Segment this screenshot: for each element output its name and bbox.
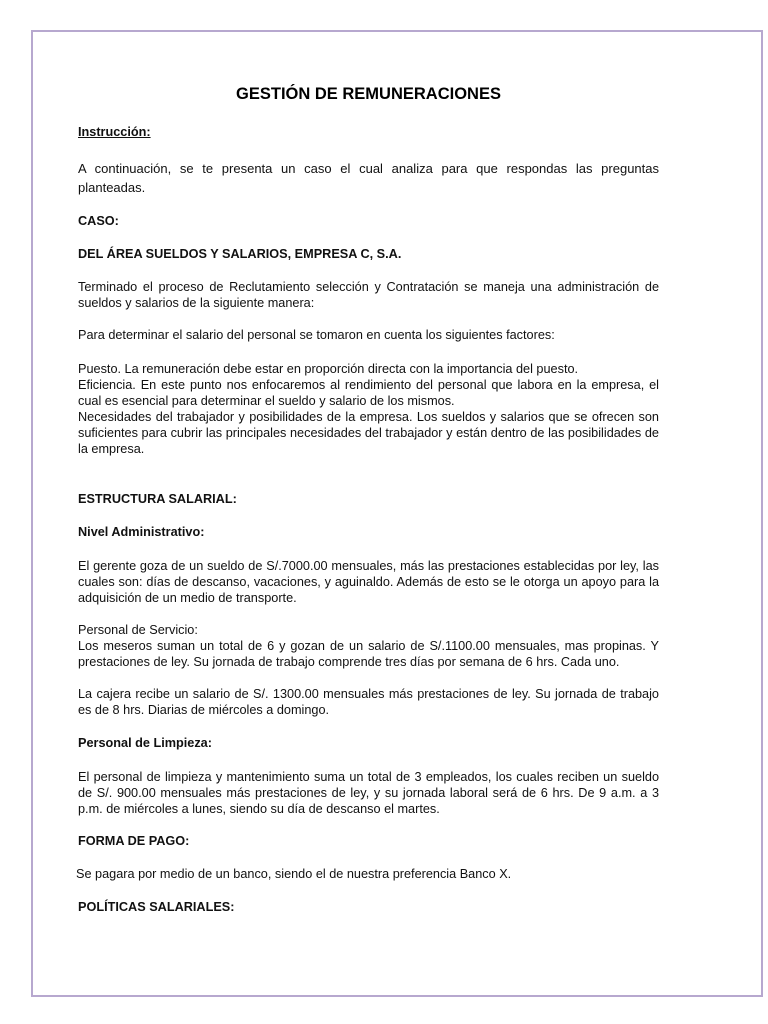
document-title: GESTIÓN DE REMUNERACIONES (236, 85, 501, 103)
policies-heading: POLÍTICAS SALARIALES: (78, 900, 235, 914)
service-text-cajera: La cajera recibe un salario de S/. 1300.00 mensuales más prestaciones de ley. Su jornada de trabajo es de 8 hrs. Diarias de miércoles a domingo. (78, 687, 659, 717)
cleaning-text: El personal de limpieza y mantenimiento suma un total de 3 empleados, los cuales reciben un sueldo de S/. 900.00 mensuales más prestaciones de ley, y su jornada laboral será de 6 hrs. De 9 a.m. a 3 p.m. de miércoles a lunes, siendo su día de descanso el martes. (78, 770, 659, 816)
intro-paragraph: Terminado el proceso de Reclutamiento selección y Contratación se maneja una administración de sueldos y salarios de la siguiente manera: (78, 280, 659, 310)
factors-intro: Para determinar el salario del personal se tomaron en cuenta los siguientes factores: (78, 328, 555, 342)
factor-puesto: Puesto. La remuneración debe estar en proporción directa con la importancia del puesto. (78, 362, 579, 376)
payment-heading: FORMA DE PAGO: (78, 834, 190, 848)
admin-heading: Nivel Administrativo: (78, 525, 205, 539)
service-text-meseros: Los meseros suman un total de 6 y gozan de un salario de S/.1100.00 mensuales, mas propinas. Y prestaciones de ley. Su jornada de trabajo comprende tres días por semana de 6 hrs. Cada uno. (78, 639, 659, 669)
cleaning-heading: Personal de Limpieza: (78, 736, 212, 750)
instruction-text: A continuación, se te presenta un caso el cual analiza para que respondas las preguntas planteadas. (78, 161, 659, 195)
structure-heading: ESTRUCTURA SALARIAL: (78, 492, 237, 506)
area-heading: DEL ÁREA SUELDOS Y SALARIOS, EMPRESA C, S.A. (78, 247, 402, 261)
payment-text: Se pagara por medio de un banco, siendo el de nuestra preferencia Banco X. (76, 867, 512, 881)
case-heading: CASO: (78, 214, 119, 228)
service-heading: Personal de Servicio: (78, 623, 198, 637)
factor-necesidades: Necesidades del trabajador y posibilidades de la empresa. Los sueldos y salarios que se ofrecen son suficientes para cubrir las principales necesidades del trabajador y están dentro de las posibilidades de la empresa. (78, 410, 659, 456)
admin-text: El gerente goza de un sueldo de S/.7000.00 mensuales, más las prestaciones establecidas por ley, las cuales son: días de descanso, vacaciones, y aguinaldo. Además de esto se le otorga un apoyo para la adquisición de un medio de transporte. (78, 559, 659, 605)
instruction-heading: Instrucción: (78, 125, 151, 139)
factor-eficiencia: Eficiencia. En este punto nos enfocaremos al rendimiento del personal que labora en la empresa, el cual es esencial para determinar el sueldo y salario de los mismos. (78, 378, 659, 408)
